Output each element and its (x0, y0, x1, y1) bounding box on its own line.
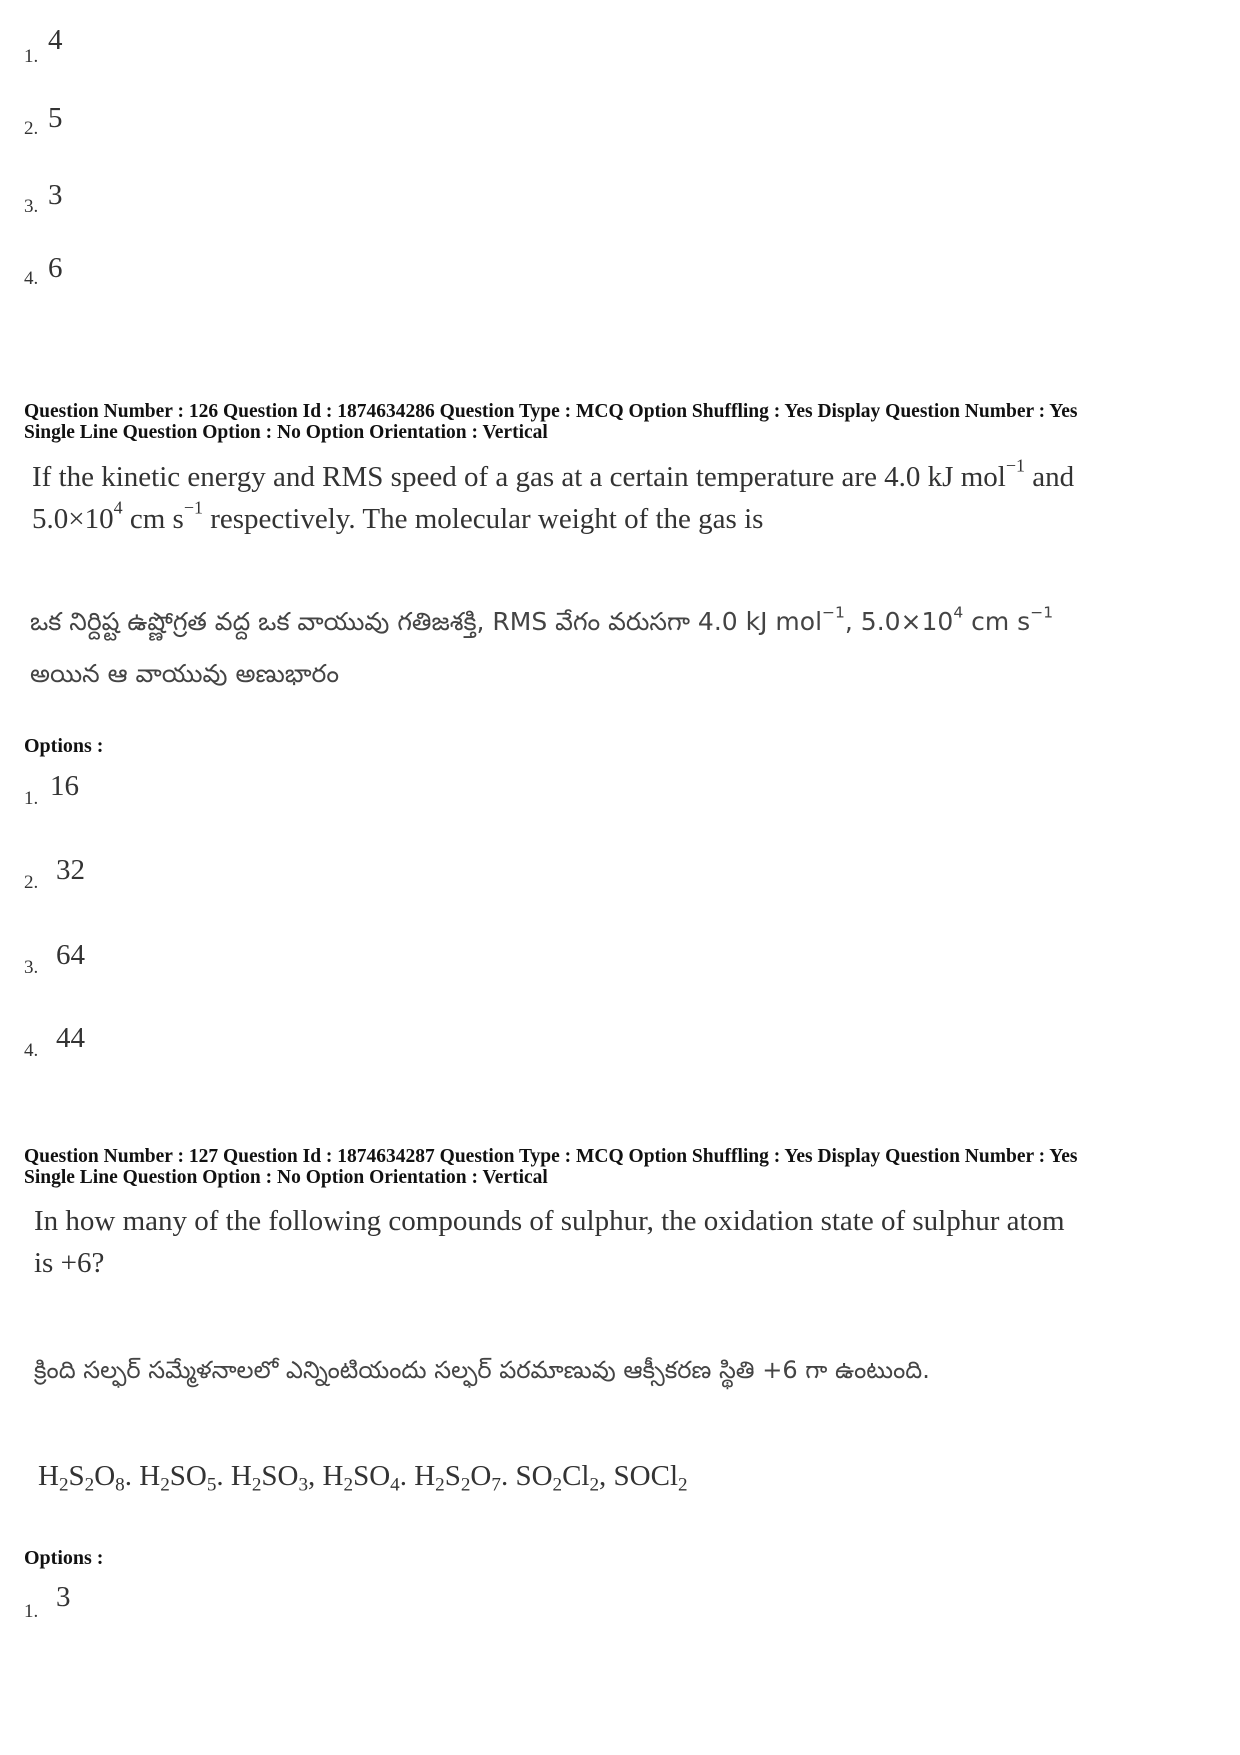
option-number: 1. (24, 788, 39, 809)
option-value: 3 (56, 1581, 71, 1613)
option-value: 6 (48, 252, 63, 284)
question-line: ఒక నిర్దిష్ట ఉష్ణోగ్రత వద్ద ఒక వాయువు గతిజశక్తి, RMS వేగం వరుసగా 4.0 kJ mol$^{-1}$, $5.0\times 10^4$ cm $s^{-1}$ (30, 603, 1054, 636)
option-value: 3 (48, 179, 63, 211)
formula-socl2: SOCl$_2$ (613, 1460, 688, 1496)
question-line: In how many of the following compounds of sulphur, the oxidation state of sulphur atom (34, 1205, 1065, 1237)
question-text-english (32, 456, 1074, 540)
option-number: 3. (24, 957, 39, 978)
question-meta-line-1: Question Number : 126 Question Id : 1874634286 Question Type : MCQ Option Shuffling : Yes Display Question Number : Yes (24, 401, 1078, 422)
option-number: 2. (24, 118, 39, 139)
formula-h2so5: $H_2SO_5$ (139, 1460, 217, 1496)
formula-h2so4: $H_2SO_4$ (322, 1460, 400, 1496)
formula-h2s2o7: $H_2S_2O_7$ (414, 1460, 501, 1496)
option-value: 64 (56, 939, 85, 971)
option-value: 5 (48, 102, 63, 134)
formula-h2so3: $H_2SO_3$ (230, 1460, 309, 1496)
question-text-telugu (34, 1344, 930, 1396)
question-line: If the kinetic energy and RMS speed of a gas at a certain temperature are 4.0 kJ mol$^{-1}$ and (32, 455, 1075, 493)
option-number: 4. (24, 268, 39, 289)
option-value: 44 (56, 1022, 85, 1054)
formula-so2cl2: $SO_2Cl_2$ (515, 1460, 600, 1496)
option-number: 1. (24, 1601, 39, 1622)
question-line: is +6? (34, 1247, 105, 1279)
option-number: 2. (24, 872, 39, 893)
option-number: 4. (24, 1040, 39, 1061)
option-value: 32 (56, 854, 85, 886)
question-line: $5.0\times 10^4$ cm $s^{-1}$ respectively. The molecular weight of the gas is (32, 497, 764, 535)
question-meta-line-1: Question Number : 127 Question Id : 1874634287 Question Type : MCQ Option Shuffling : Yes Display Question Number : Yes (24, 1146, 1078, 1167)
question-text-english (34, 1200, 1065, 1284)
option-number: 1. (24, 46, 39, 67)
option-number: 3. (24, 196, 39, 217)
question-meta-line-2: Single Line Question Option : No Option Orientation : Vertical (24, 1167, 548, 1188)
options-label: Options : (24, 735, 104, 757)
question-text-telugu (30, 596, 1053, 700)
options-label: Options : (24, 1547, 104, 1569)
compound-formulas: $H_2S_2O_8$. $H_2SO_5$. $H_2SO_3$, $H_2SO_4$. $H_2S_2O_7$. $SO_2Cl_2$, SOCl$_2$ (38, 1460, 688, 1496)
question-meta-line-2: Single Line Question Option : No Option Orientation : Vertical (24, 422, 548, 443)
option-value: 4 (48, 24, 63, 56)
question-line: అయిన ఆ వాయువు అణుభారం (30, 659, 340, 688)
question-line: క్రింది సల్ఫర్ సమ్మేళనాలలో ఎన్నింటియందు సల్ఫర్ పరమాణువు ఆక్సీకరణ స్థితి +6 గా ఉంటుంది. (34, 1356, 930, 1384)
option-value: 16 (50, 770, 79, 802)
formula-h2s2o8: $H_2S_2O_8$ (38, 1460, 125, 1496)
